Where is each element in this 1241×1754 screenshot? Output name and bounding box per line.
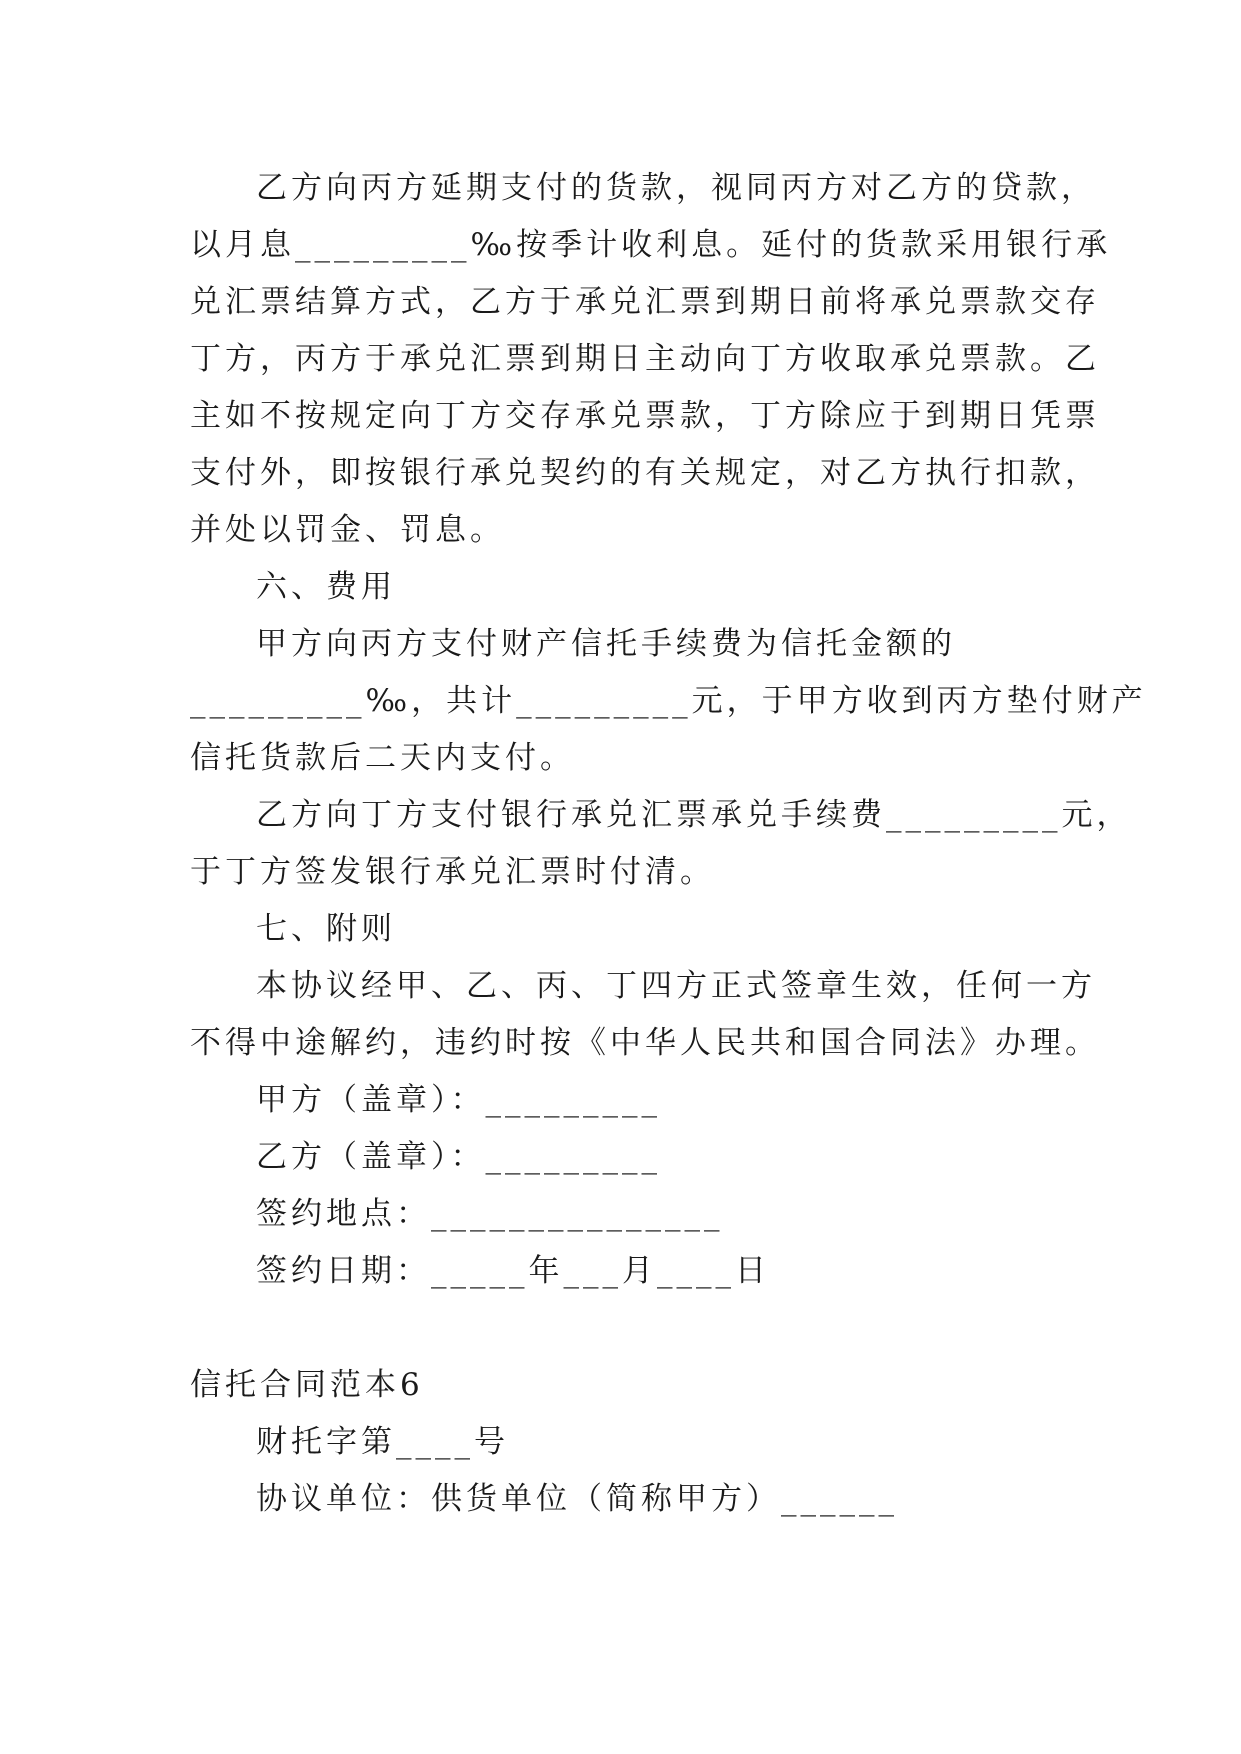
document-title: 信托合同范本6 [190, 1367, 424, 1403]
paragraph-line: 于丁方签发银行承兑汇票时付清。 [190, 854, 715, 890]
section-heading: 七、附则 [256, 911, 396, 947]
section-heading: 六、费用 [256, 569, 396, 605]
signing-place-line: 签约地点：_______________ [256, 1196, 724, 1232]
party-line: 协议单位：供货单位（简称甲方）______ [256, 1481, 898, 1517]
paragraph-line: 甲方向丙方支付财产信托手续费为信托金额的 [256, 626, 956, 662]
paragraph-line: 以月息_________‰按季计收利息。延付的货款采用银行承 [190, 227, 1112, 263]
paragraph-line: 不得中途解约，违约时按《中华人民共和国合同法》办理。 [190, 1025, 1100, 1061]
paragraph-line: 主如不按规定向丁方交存承兑票款，丁方除应于到期日凭票 [190, 398, 1100, 434]
paragraph-line: 兑汇票结算方式，乙方于承兑汇票到期日前将承兑票款交存 [190, 284, 1100, 320]
paragraph-line: 乙方向丁方支付银行承兑汇票承兑手续费_________元， [256, 797, 1132, 833]
paragraph-line: _________‰，共计_________元，于甲方收到丙方垫付财产 [190, 683, 1147, 719]
paragraph-line: 乙方向丙方延期支付的货款，视同丙方对乙方的贷款， [256, 170, 1096, 206]
paragraph-line: 信托货款后二天内支付。 [190, 740, 575, 776]
signature-line-party-a: 甲方（盖章）：_________ [256, 1082, 661, 1118]
paragraph-line: 丁方，丙方于承兑汇票到期日主动向丁方收取承兑票款。乙 [190, 341, 1100, 377]
signature-line-party-b: 乙方（盖章）：_________ [256, 1139, 661, 1175]
signing-date-line: 签约日期：_____年___月____日 [256, 1253, 770, 1289]
paragraph-line: 并处以罚金、罚息。 [190, 512, 505, 548]
paragraph-line: 本协议经甲、乙、丙、丁四方正式签章生效，任何一方 [256, 968, 1096, 1004]
document-number-line: 财托字第____号 [256, 1424, 509, 1460]
paragraph-line: 支付外，即按银行承兑契约的有关规定，对乙方执行扣款， [190, 455, 1100, 491]
